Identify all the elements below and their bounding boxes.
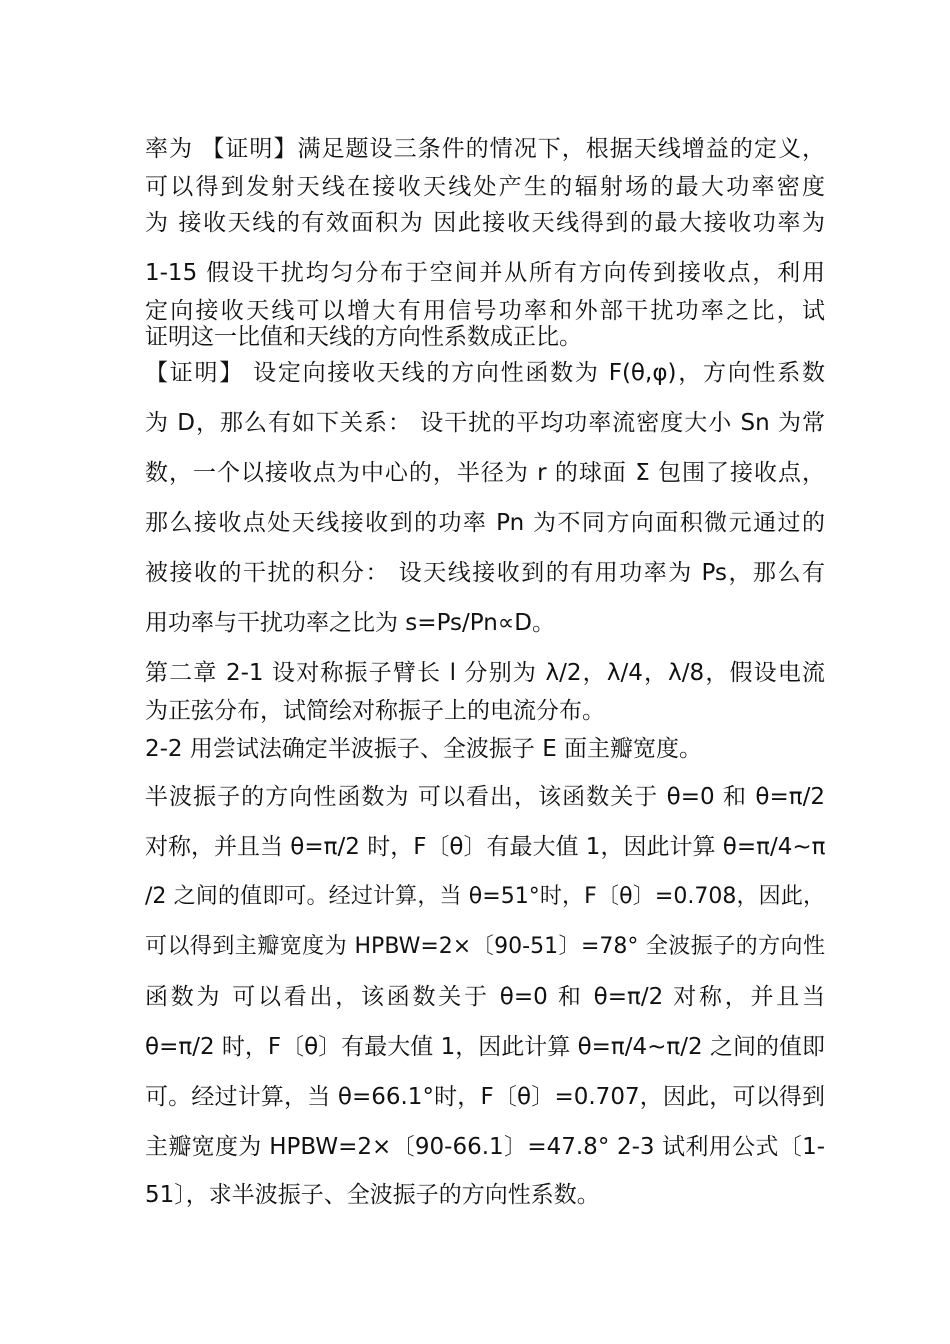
text-line: 1-15 假设干扰均匀分布于空间并从所有方向传到接收点，利用 bbox=[145, 260, 825, 286]
text-line: 被接收的干扰的积分： 设天线接收到的有用功率为 Ps，那么有 bbox=[145, 560, 825, 586]
text-line: 用功率与干扰功率之比为 s=Ps/Pn∝D。 bbox=[145, 610, 555, 636]
text-line: 第二章 2-1 设对称振子臂长 l 分别为 λ/2，λ/4，λ/8，假设电流 bbox=[145, 660, 825, 686]
text-line: 函数为 可以看出，该函数关于 θ=0 和 θ=π/2 对称，并且当 bbox=[145, 984, 825, 1010]
text-line: 对称，并且当 θ=π/2 时，F〔θ〕有最大值 1，因此计算 θ=π/4~π bbox=[145, 834, 826, 860]
text-line: 可以得到主瓣宽度为 HPBW=2×〔90-51〕=78° 全波振子的方向性 bbox=[145, 934, 825, 959]
text-line: 那么接收点处天线接收到的功率 Pn 为不同方向面积微元通过的 bbox=[145, 510, 825, 536]
text-line: 可以得到发射天线在接收天线处产生的辐射场的最大功率密度 bbox=[145, 174, 825, 200]
text-line: 率为 【证明】满足题设三条件的情况下，根据天线增益的定义， bbox=[145, 136, 825, 162]
text-line: 主瓣宽度为 HPBW=2×〔90-66.1〕=47.8° 2-3 试利用公式〔1- bbox=[145, 1134, 825, 1160]
text-line: 证明这一比值和天线的方向性系数成正比。 bbox=[145, 324, 582, 350]
text-line: 半波振子的方向性函数为 可以看出，该函数关于 θ=0 和 θ=π/2 bbox=[145, 784, 825, 810]
text-line: 为正弦分布，试简绘对称振子上的电流分布。 bbox=[145, 698, 605, 724]
text-line: 2-2 用尝试法确定半波振子、全波振子 E 面主瓣宽度。 bbox=[145, 736, 703, 762]
text-line: 为 D，那么有如下关系： 设干扰的平均功率流密度大小 Sn 为常 bbox=[145, 410, 825, 436]
text-line: 51〕，求半波振子、全波振子的方向性系数。 bbox=[145, 1182, 600, 1208]
text-line: 【证明】 设定向接收天线的方向性函数为 F(θ,φ)，方向性系数 bbox=[145, 360, 825, 386]
text-line: 可。经过计算，当 θ=66.1°时，F〔θ〕=0.707，因此，可以得到 bbox=[145, 1084, 825, 1110]
text-line: 定向接收天线可以增大有用信号功率和外部干扰功率之比，试 bbox=[145, 298, 825, 324]
text-line: 为 接收天线的有效面积为 因此接收天线得到的最大接收功率为 bbox=[145, 210, 825, 236]
text-line: 数，一个以接收点为中心的，半径为 r 的球面 Σ 包围了接收点， bbox=[145, 460, 825, 486]
text-line: θ=π/2 时，F〔θ〕有最大值 1，因此计算 θ=π/4~π/2 之间的值即 bbox=[145, 1034, 825, 1060]
text-line: /2 之间的值即可。经过计算，当 θ=51°时，F〔θ〕=0.708，因此， bbox=[145, 884, 825, 909]
